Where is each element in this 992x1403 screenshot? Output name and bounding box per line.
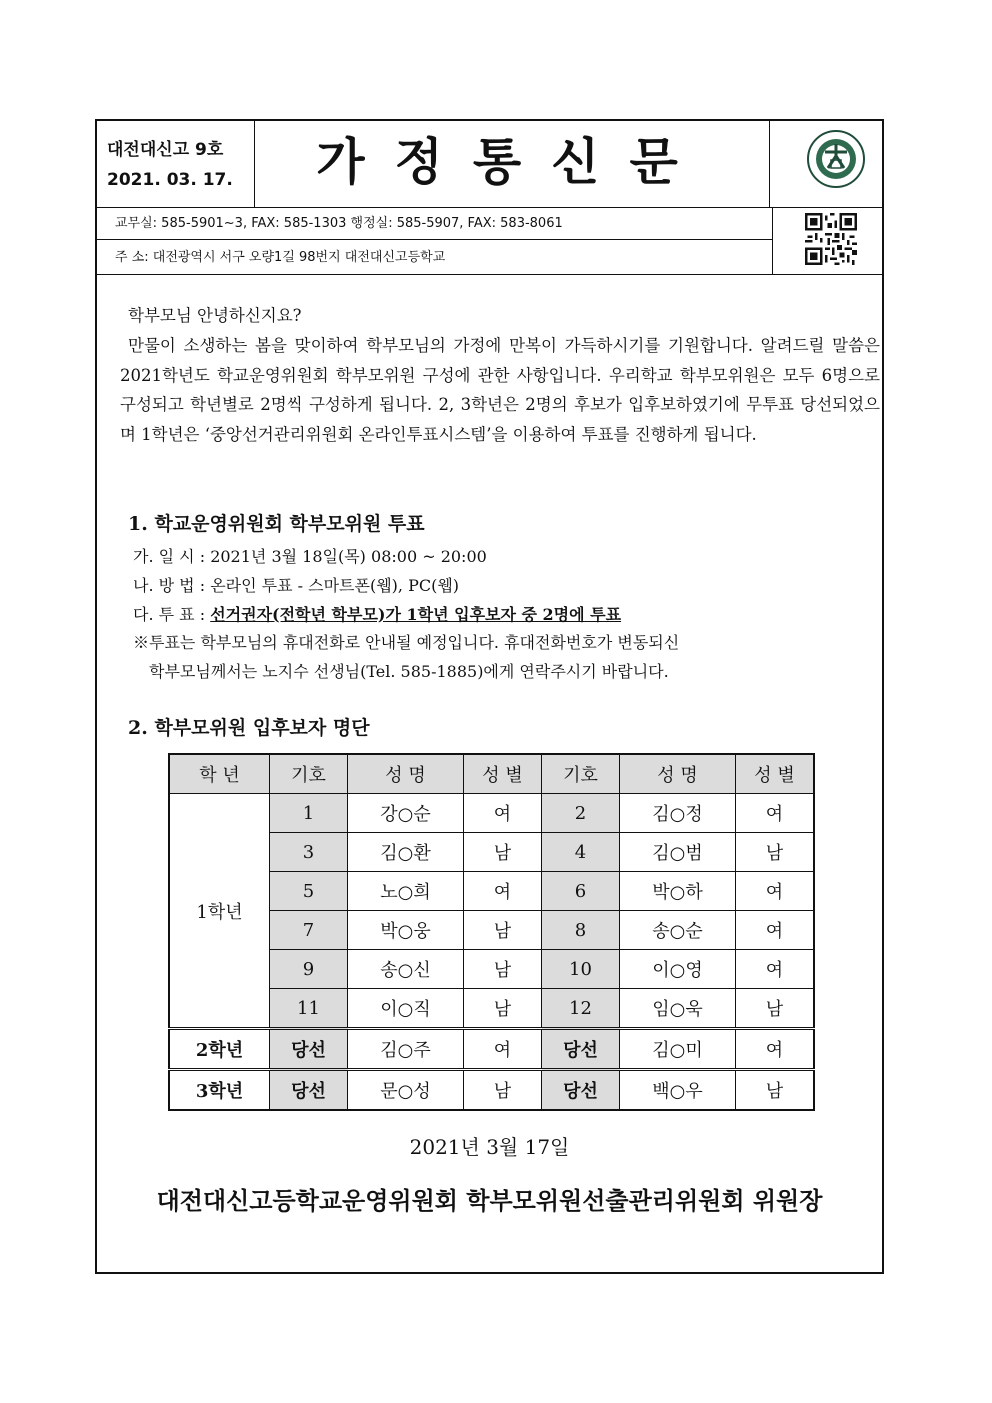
name-cell: 노○희 (348, 872, 464, 911)
gender-cell: 여 (736, 794, 815, 833)
number-cell: 당선 (270, 1070, 348, 1111)
intro-paragraph: 만물이 소생하는 봄을 맞이하여 학부모님의 가정에 만복이 가득하시기를 기원합니다. 알려드릴 말씀은 2021학년도 학교운영위원회 학부모위원 구성에 관한 사항입니다. 우리학교 학부모위원은 모두 6명으로 구성되고 학년별로 2명씩 구성하게 됩니다. 2, 3학년은 2명의 후보가 입후보하였기에 무투표 당선되었으며 1학년은 ‘중앙선거관리위원회 온라인투표시스템’을 이용하여 투표를 진행하게 됩니다. (120, 336, 880, 444)
table-row-grade2 (169, 1029, 814, 1070)
qr-code-icon[interactable] (805, 213, 857, 265)
issue-info (97, 121, 255, 207)
col-gender: 성 별 (464, 754, 542, 794)
name-cell: 김○환 (348, 833, 464, 872)
name-cell: 김○정 (620, 794, 736, 833)
number-cell: 당선 (270, 1029, 348, 1070)
gender-cell: 남 (736, 989, 815, 1029)
col-number-2: 기호 (542, 754, 620, 794)
gender-cell: 여 (736, 1029, 815, 1070)
vote-target (133, 600, 621, 629)
name-cell: 박○하 (620, 872, 736, 911)
number-cell: 6 (542, 872, 620, 911)
vote-target-label: 다. 투 표 : (133, 605, 211, 624)
number-cell: 5 (270, 872, 348, 911)
vote-method: 나. 방 법 : 온라인 투표 - 스마트폰(웹), PC(웹) (133, 576, 460, 595)
number-cell: 10 (542, 950, 620, 989)
name-cell: 김○주 (348, 1029, 464, 1070)
grade-cell: 1학년 (169, 794, 270, 1029)
number-cell: 11 (270, 989, 348, 1029)
col-grade: 학 년 (169, 754, 270, 794)
number-cell: 8 (542, 911, 620, 950)
section2-heading: 2. 학부모위원 입후보자 명단 (128, 717, 370, 739)
number-cell: 12 (542, 989, 620, 1029)
gender-cell: 여 (464, 794, 542, 833)
gender-cell: 여 (736, 872, 815, 911)
gender-cell: 여 (736, 950, 815, 989)
note-line1: ※투표는 학부모님의 휴대전화로 안내될 예정입니다. 휴대전화번호가 변동되신 (133, 633, 680, 652)
grade-cell: 2학년 (169, 1029, 270, 1070)
col-name: 성 명 (348, 754, 464, 794)
candidate-table (168, 753, 815, 1111)
gender-cell: 남 (464, 911, 542, 950)
newsletter-frame (95, 119, 884, 1274)
greeting: 학부모님 안녕하신지요? (128, 306, 302, 325)
number-cell: 3 (270, 833, 348, 872)
table-row-grade3 (169, 1070, 814, 1111)
grade-cell: 3학년 (169, 1070, 270, 1111)
col-gender-2: 성 별 (736, 754, 815, 794)
table-row (169, 794, 814, 833)
col-name-2: 성 명 (620, 754, 736, 794)
note-line2: 학부모님께서는 노지수 선생님(Tel. 585-1885)에게 연락주시기 바랍니다. (149, 662, 669, 681)
issue-footer-date: 2021년 3월 17일 (409, 1135, 570, 1159)
issue-date: 2021. 03. 17. (107, 170, 233, 190)
name-cell: 이○직 (348, 989, 464, 1029)
name-cell: 김○범 (620, 833, 736, 872)
vote-target-value: 선거권자(전학년 학부모)가 1학년 입후보자 중 2명에 투표 (210, 605, 622, 624)
gender-cell: 남 (464, 1070, 542, 1111)
gender-cell: 남 (464, 950, 542, 989)
gender-cell: 여 (464, 1029, 542, 1070)
vote-date: 가. 일 시 : 2021년 3월 18일(목) 08:00 ~ 20:00 (133, 547, 487, 566)
table-header-row (169, 754, 814, 794)
number-cell: 당선 (542, 1029, 620, 1070)
col-number: 기호 (270, 754, 348, 794)
number-cell: 4 (542, 833, 620, 872)
name-cell: 박○웅 (348, 911, 464, 950)
signature: 대전대신고등학교운영위원회 학부모위원선출관리위원회 위원장 (156, 1186, 823, 1215)
name-cell: 백○우 (620, 1070, 736, 1111)
number-cell: 당선 (542, 1070, 620, 1111)
address-line: 주 소: 대전광역시 서구 오량1길 98번지 대전대신고등학교 (115, 250, 446, 265)
gender-cell: 남 (464, 989, 542, 1029)
name-cell: 임○욱 (620, 989, 736, 1029)
school-emblem-icon (807, 130, 865, 188)
gender-cell: 여 (464, 872, 542, 911)
name-cell: 이○영 (620, 950, 736, 989)
number-cell: 9 (270, 950, 348, 989)
gender-cell: 여 (736, 911, 815, 950)
page-title: 가정통신문 (255, 121, 770, 207)
contact-line: 교무실: 585-5901~3, FAX: 585-1303 행정실: 585-5907, FAX: 583-8061 (97, 207, 772, 240)
name-cell: 강○순 (348, 794, 464, 833)
section1-heading: 1. 학교운영위원회 학부모위원 투표 (128, 513, 425, 535)
gender-cell: 남 (464, 833, 542, 872)
name-cell: 김○미 (620, 1029, 736, 1070)
gender-cell: 남 (736, 833, 815, 872)
header (97, 121, 882, 208)
name-cell: 송○신 (348, 950, 464, 989)
name-cell: 문○성 (348, 1070, 464, 1111)
gender-cell: 남 (736, 1070, 815, 1111)
name-cell: 송○순 (620, 911, 736, 950)
number-cell: 2 (542, 794, 620, 833)
number-cell: 1 (270, 794, 348, 833)
issue-number: 대전대신고 9호 (107, 140, 224, 160)
content (120, 301, 880, 739)
number-cell: 7 (270, 911, 348, 950)
